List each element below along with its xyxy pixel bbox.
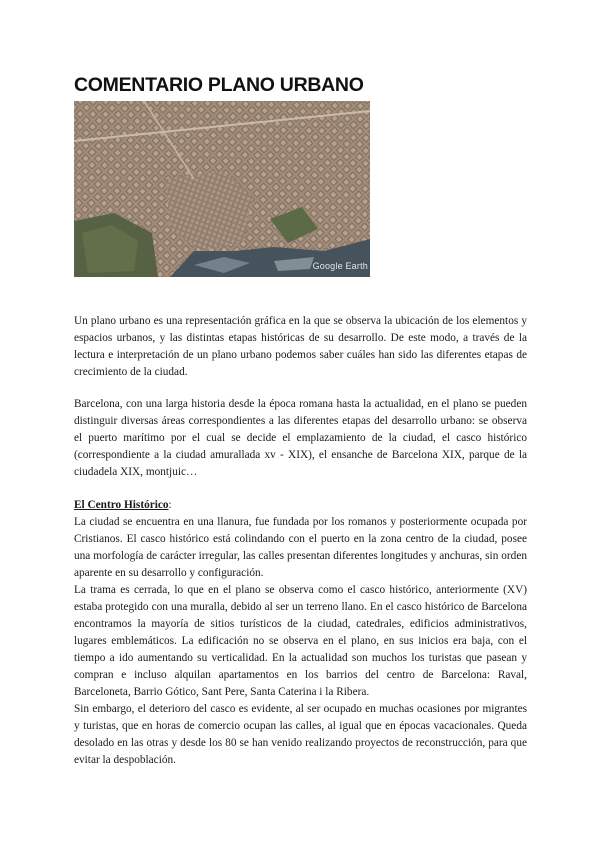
barcelona-paragraph: Barcelona, con una larga historia desde la época romana hasta la actualidad, en el plano se pueden distinguir diversas áreas correspondientes a las diferentes etapas del desarrollo urbano: se observa el puerto marítimo por el cual se decide el emplazamiento de la ciudad, el casco histórico (correspondiente a la ciudad amurallada xv - XIX), el ensanche de Barcelona XIX, parque de la ciudadela XIX, montjuic… — [74, 398, 527, 478]
section-paragraph-layout: La trama es cerrada, lo que en el plano se observa como el casco histórico, anteriormente (XV) estaba protegido con una muralla, debido al ser un terreno llano. En el casco histórico de Barcelona encontramos la mayoría de sitios turísticos de la ciudad, catedrales, edificios administrativos, lugares emblemáticos. La edificación no se observa en el plano, en sus inicios era baja, con el tiempo a ido aumentando su verticalidad. En la actualidad son muchos los turistas que pasean y compran e incluso alquilan apartamentos en los barrios del centro de Barcelona: Raval, Barceloneta, Barrio Gótico, Sant Pere, Santa Caterina i la Ribera. — [74, 584, 527, 698]
intro-paragraph: Un plano urbano es una representación gráfica en la que se observa la ubicación de los elementos y espacios urbanos, y las distintas etapas históricas de su desarrollo. De este modo, a través de la lectura e interpretación de un plano urbano podemos saber cuáles han sido las diferentes etapas de crecimiento de la ciudad. — [74, 315, 527, 378]
aerial-city-image — [74, 101, 370, 277]
historic-center-section — [74, 497, 527, 769]
image-watermark: Google Earth — [312, 261, 368, 271]
section-paragraph-location: La ciudad se encuentra en una llanura, fue fundada por los romanos y posteriormente ocupada por Cristianos. El casco histórico está colindando con el puerto en la zona centro de la ciudad, posee una morfología de carácter irregular, las calles presentan diferentes longitudes y anchuras, sin orden aparente en su desarrollo y configuración. — [74, 516, 527, 579]
section-paragraph-deterioration: Sin embargo, el deterioro del casco es evidente, al ser ocupado en muchas ocasiones por migrantes y turistas, que en horas de comercio ocupan las calles, al igual que en épocas vacacionales. Queda desolado en las otras y desde los 80 se han venido realizando proyectos de reconstrucción, para que evitar la despoblación. — [74, 703, 527, 766]
section-heading: El Centro Histórico — [74, 499, 169, 511]
section-heading-colon: : — [168, 499, 172, 511]
page-title: COMENTARIO PLANO URBANO — [74, 74, 364, 96]
section-heading-line — [74, 497, 527, 514]
aerial-city-photo — [74, 101, 370, 277]
